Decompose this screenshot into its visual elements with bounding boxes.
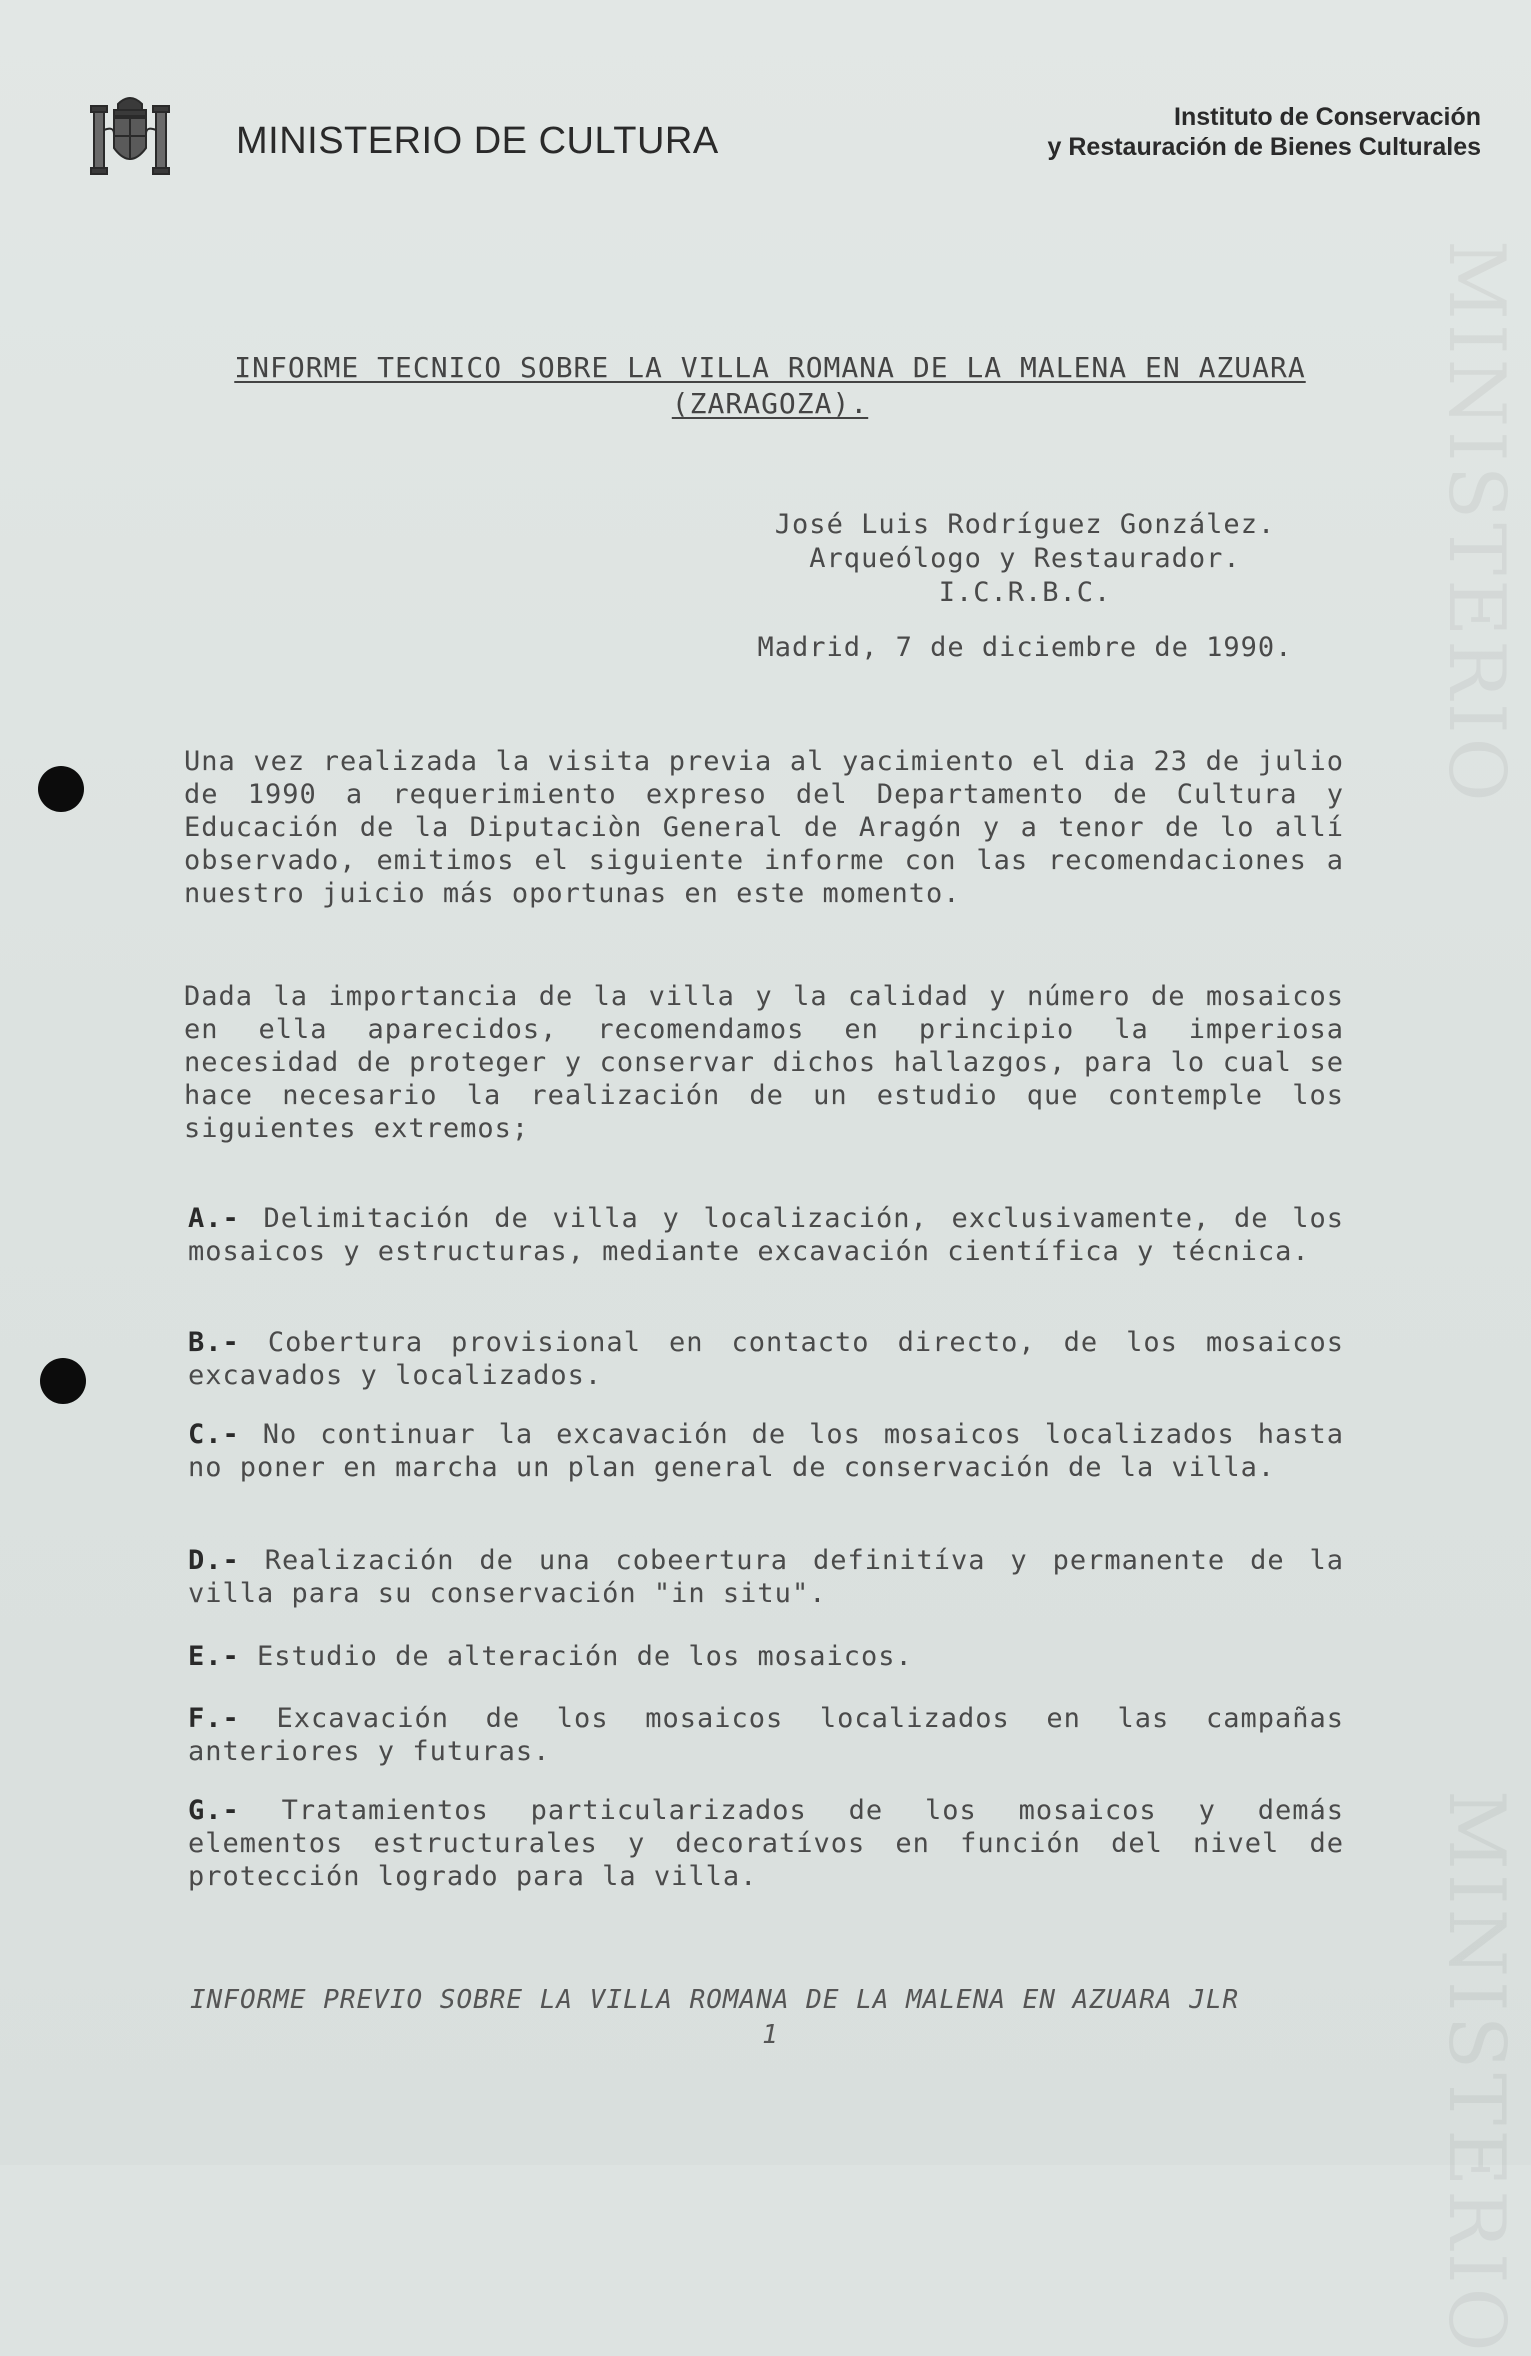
item-label: F.- bbox=[188, 1703, 240, 1734]
punch-hole-bottom bbox=[40, 1358, 86, 1404]
coat-of-arms-icon bbox=[88, 90, 172, 178]
item-text: No continuar la excavación de los mosaicos localizados hasta no poner en marcha un plan general de conservación de la villa. bbox=[188, 1419, 1344, 1483]
item-label: A.- bbox=[188, 1203, 240, 1234]
item-text: Excavación de los mosaicos localizados en las campañas anteriores y futuras. bbox=[188, 1703, 1344, 1767]
item-label: C.- bbox=[188, 1419, 240, 1450]
item-label: D.- bbox=[188, 1545, 240, 1576]
author-role: Arqueólogo y Restaurador. bbox=[809, 543, 1241, 574]
list-item-a bbox=[188, 1202, 1344, 1268]
list-item-c bbox=[188, 1418, 1344, 1484]
institute-line-1: Instituto de Conservación bbox=[1174, 103, 1481, 131]
item-text: Realización de una cobeertura definitíva y permanente de la villa para su conservación "in situ". bbox=[188, 1545, 1344, 1609]
paragraph-intro: Una vez realizada la visita previa al yacimiento el dia 23 de julio de 1990 a requerimiento expreso del Departamento de Cultura y Educación de la Diputaciòn General de Aragón y a tenor de lo allí observado, emitimos el siguiente informe con las recomendaciones a nuestro juicio más oportunas en este momento. bbox=[184, 746, 1344, 909]
page-footer: INFORME PREVIO SOBRE LA VILLA ROMANA DE LA MALENA EN AZUARA JLR bbox=[190, 1985, 1240, 2015]
list-item-b bbox=[188, 1326, 1344, 1392]
author-org: I.C.R.B.C. bbox=[938, 577, 1112, 608]
ministry-name: MINISTERIO DE CULTURA bbox=[236, 120, 719, 162]
institute-name bbox=[1048, 102, 1481, 162]
list-item-f bbox=[188, 1702, 1344, 1768]
item-label: B.- bbox=[188, 1327, 240, 1358]
report-date: Madrid, 7 de diciembre de 1990. bbox=[757, 632, 1293, 663]
title-line-1: INFORME TECNICO SOBRE LA VILLA ROMANA DE LA MALENA EN AZUARA bbox=[234, 351, 1306, 384]
author-block bbox=[700, 508, 1350, 610]
item-text: Tratamientos particularizados de los mosaicos y demás elementos estructurales y decoratívos en función del nivel de protección logrado para la villa. bbox=[188, 1795, 1344, 1892]
item-text: Cobertura provisional en contacto directo, de los mosaicos excavados y localizados. bbox=[188, 1327, 1344, 1391]
show-through-text-lower: MINISTERIO bbox=[1431, 1790, 1521, 2356]
item-text: Delimitación de villa y localización, exclusivamente, de los mosaicos y estructuras, mediante excavación científica y técnica. bbox=[188, 1203, 1344, 1267]
punch-hole-top bbox=[38, 766, 84, 812]
list-item-e bbox=[188, 1640, 1344, 1673]
author-name: José Luis Rodríguez González. bbox=[774, 509, 1276, 540]
list-item-d bbox=[188, 1544, 1344, 1610]
show-through-text: MINISTERIO bbox=[1431, 240, 1521, 806]
list-item-g bbox=[188, 1794, 1344, 1893]
page-number: 1 bbox=[762, 2020, 778, 2050]
item-label: E.- bbox=[188, 1641, 240, 1672]
paragraph-importance: Dada la importancia de la villa y la calidad y número de mosaicos en ella aparecidos, recomendamos en principio la imperiosa necesidad de proteger y conservar dichos hallazgos, para lo cual se hace necesario la realización de un estudio que contemple los siguientes extremos; bbox=[184, 981, 1344, 1144]
item-label: G.- bbox=[188, 1795, 240, 1826]
title-line-2: (ZARAGOZA). bbox=[671, 387, 869, 420]
report-title bbox=[190, 350, 1350, 422]
institute-line-2: y Restauración de Bienes Culturales bbox=[1047, 133, 1481, 161]
item-text: Estudio de alteración de los mosaicos. bbox=[257, 1641, 913, 1672]
